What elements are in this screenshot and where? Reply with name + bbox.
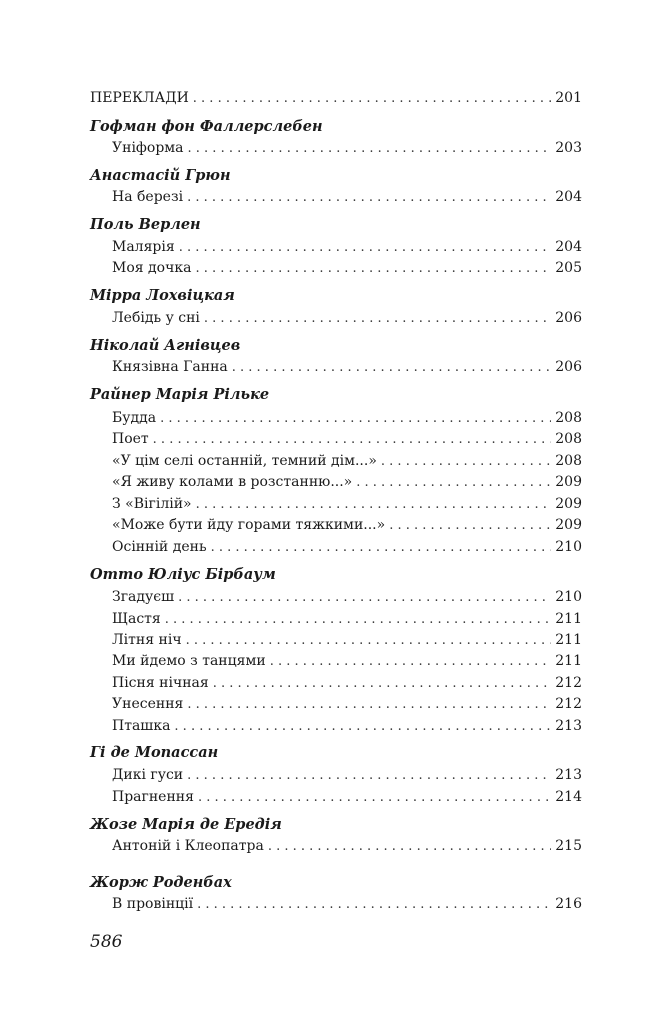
toc-leader-dots xyxy=(165,610,552,630)
toc-entry[interactable] xyxy=(112,836,582,856)
toc-entry-title: Уніформа xyxy=(112,140,184,156)
toc-entry-title: Будда xyxy=(112,410,157,426)
toc-entry[interactable] xyxy=(112,716,582,736)
toc-leader-dots xyxy=(179,238,552,258)
toc-entry[interactable] xyxy=(112,187,582,207)
toc-author: Отто Юліус Бірбаум xyxy=(90,566,276,583)
toc-leader-dots xyxy=(193,89,551,109)
toc-entry[interactable] xyxy=(112,237,582,257)
toc-leader-dots xyxy=(188,139,552,159)
toc-entry[interactable] xyxy=(112,451,582,471)
toc-entry-title: Літня ніч xyxy=(112,632,182,648)
toc-leader-dots xyxy=(187,188,551,208)
toc-leader-dots xyxy=(195,259,551,279)
toc-page-number: 209 xyxy=(555,474,582,490)
toc-entry-title: «Може бути йду горами тяжкими...» xyxy=(112,517,386,533)
toc-entry-title: Лебідь у сні xyxy=(112,310,200,326)
toc-page-number: 206 xyxy=(555,310,582,326)
toc-entry-title: Пісня нічная xyxy=(112,675,209,691)
toc-entry[interactable] xyxy=(112,673,582,693)
toc-leader-dots xyxy=(268,837,551,857)
toc-leader-dots xyxy=(178,588,551,608)
toc-author: Жозе Марія де Ередія xyxy=(90,816,282,833)
toc-entry[interactable] xyxy=(112,587,582,607)
toc-leader-dots xyxy=(356,473,551,493)
toc-entry-title: Поет xyxy=(112,431,149,447)
toc-page-number: 203 xyxy=(555,140,582,156)
toc-author: Райнер Марія Рільке xyxy=(90,386,270,403)
toc-entry[interactable] xyxy=(112,609,582,629)
toc-page-number: 204 xyxy=(555,189,582,205)
toc-leader-dots xyxy=(186,631,552,651)
toc-entry[interactable] xyxy=(112,630,582,650)
toc-entry-title: Щастя xyxy=(112,611,161,627)
page-footer-number: 586 xyxy=(90,932,123,952)
toc-author: Гофман фон Фаллерслебен xyxy=(90,118,323,135)
toc-page-number: 206 xyxy=(555,359,582,375)
toc-entry[interactable] xyxy=(112,494,582,514)
toc-page-number: 209 xyxy=(555,517,582,533)
toc-leader-dots xyxy=(381,452,551,472)
toc-entry[interactable] xyxy=(112,894,582,914)
toc-page-number: 212 xyxy=(555,675,582,691)
toc-leader-dots xyxy=(213,674,552,694)
toc-section-heading[interactable] xyxy=(90,88,582,108)
toc-author: Анастасій Грюн xyxy=(90,167,231,184)
toc-entry[interactable] xyxy=(112,765,582,785)
toc-leader-dots xyxy=(198,788,551,808)
toc-entry[interactable] xyxy=(112,694,582,714)
toc-entry-title: Антоній і Клеопатра xyxy=(112,838,264,854)
toc-leader-dots xyxy=(197,895,551,915)
toc-author: Гі де Мопассан xyxy=(90,744,219,761)
toc-page-number: 210 xyxy=(555,539,582,555)
toc-page-number: 215 xyxy=(555,838,582,854)
toc-leader-dots xyxy=(153,430,552,450)
toc-page-number: 210 xyxy=(555,589,582,605)
toc-page-number: 208 xyxy=(555,431,582,447)
toc-page-number: 205 xyxy=(555,260,582,276)
toc-leader-dots xyxy=(270,652,552,672)
toc-page-number: 211 xyxy=(555,632,582,648)
toc-entry[interactable] xyxy=(112,651,582,671)
toc-page-number: 209 xyxy=(555,496,582,512)
toc-author: Жорж Роденбах xyxy=(90,874,232,891)
toc-entry[interactable] xyxy=(112,537,582,557)
toc-entry-title: Осінній день xyxy=(112,539,207,555)
toc-entry-title: Прагнення xyxy=(112,789,194,805)
toc-entry-title: Дикі гуси xyxy=(112,767,184,783)
toc-entry[interactable] xyxy=(112,138,582,158)
toc-entry-title: Пташка xyxy=(112,718,171,734)
toc-entry-title: Ми йдемо з танцями xyxy=(112,653,266,669)
toc-page-number: 213 xyxy=(555,718,582,734)
toc-leader-dots xyxy=(232,358,552,378)
toc-page-number: 208 xyxy=(555,410,582,426)
toc-leader-dots xyxy=(187,766,551,786)
toc-page-number: 204 xyxy=(555,239,582,255)
toc-page-number: 213 xyxy=(555,767,582,783)
toc-leader-dots xyxy=(196,495,552,515)
toc-entry[interactable] xyxy=(112,258,582,278)
toc-entry-title: Моя дочка xyxy=(112,260,192,276)
toc-entry-title: В провінції xyxy=(112,896,194,912)
toc-entry[interactable] xyxy=(112,429,582,449)
toc-entry-title: Згадуєш xyxy=(112,589,175,605)
toc-entry-title: На березі xyxy=(112,189,184,205)
toc-page-number: 216 xyxy=(555,896,582,912)
toc-entry-title: «Я живу колами в розстанню...» xyxy=(112,474,353,490)
toc-entry[interactable] xyxy=(112,787,582,807)
toc-entry[interactable] xyxy=(112,515,582,535)
toc-author: Ніколай Агнівцев xyxy=(90,337,241,354)
toc-page-number: 208 xyxy=(555,453,582,469)
toc-leader-dots xyxy=(389,516,551,536)
toc-page-number: 212 xyxy=(555,696,582,712)
toc-page-number: 214 xyxy=(555,789,582,805)
toc-entry-title: Князівна Ганна xyxy=(112,359,228,375)
toc-entry-title: Малярія xyxy=(112,239,175,255)
toc-entry[interactable] xyxy=(112,308,582,328)
toc-page-number: 201 xyxy=(555,90,582,106)
toc-section-title: ПЕРЕКЛАДИ xyxy=(90,90,189,106)
toc-entry[interactable] xyxy=(112,472,582,492)
toc-page-number: 211 xyxy=(555,653,582,669)
toc-leader-dots xyxy=(204,309,551,329)
toc-entry-title: Унесення xyxy=(112,696,184,712)
toc-entry[interactable] xyxy=(112,408,582,428)
toc-page-number: 211 xyxy=(555,611,582,627)
toc-leader-dots xyxy=(160,409,551,429)
toc-author: Мірра Лохвіцкая xyxy=(90,287,235,304)
toc-entry[interactable] xyxy=(112,357,582,377)
toc-entry-title: «У цім селі останній, темний дім...» xyxy=(112,453,377,469)
toc-entry-title: З «Вігілій» xyxy=(112,496,192,512)
toc-leader-dots xyxy=(187,695,551,715)
toc-author: Поль Верлен xyxy=(90,216,201,233)
toc-leader-dots xyxy=(174,717,551,737)
toc-leader-dots xyxy=(211,538,552,558)
